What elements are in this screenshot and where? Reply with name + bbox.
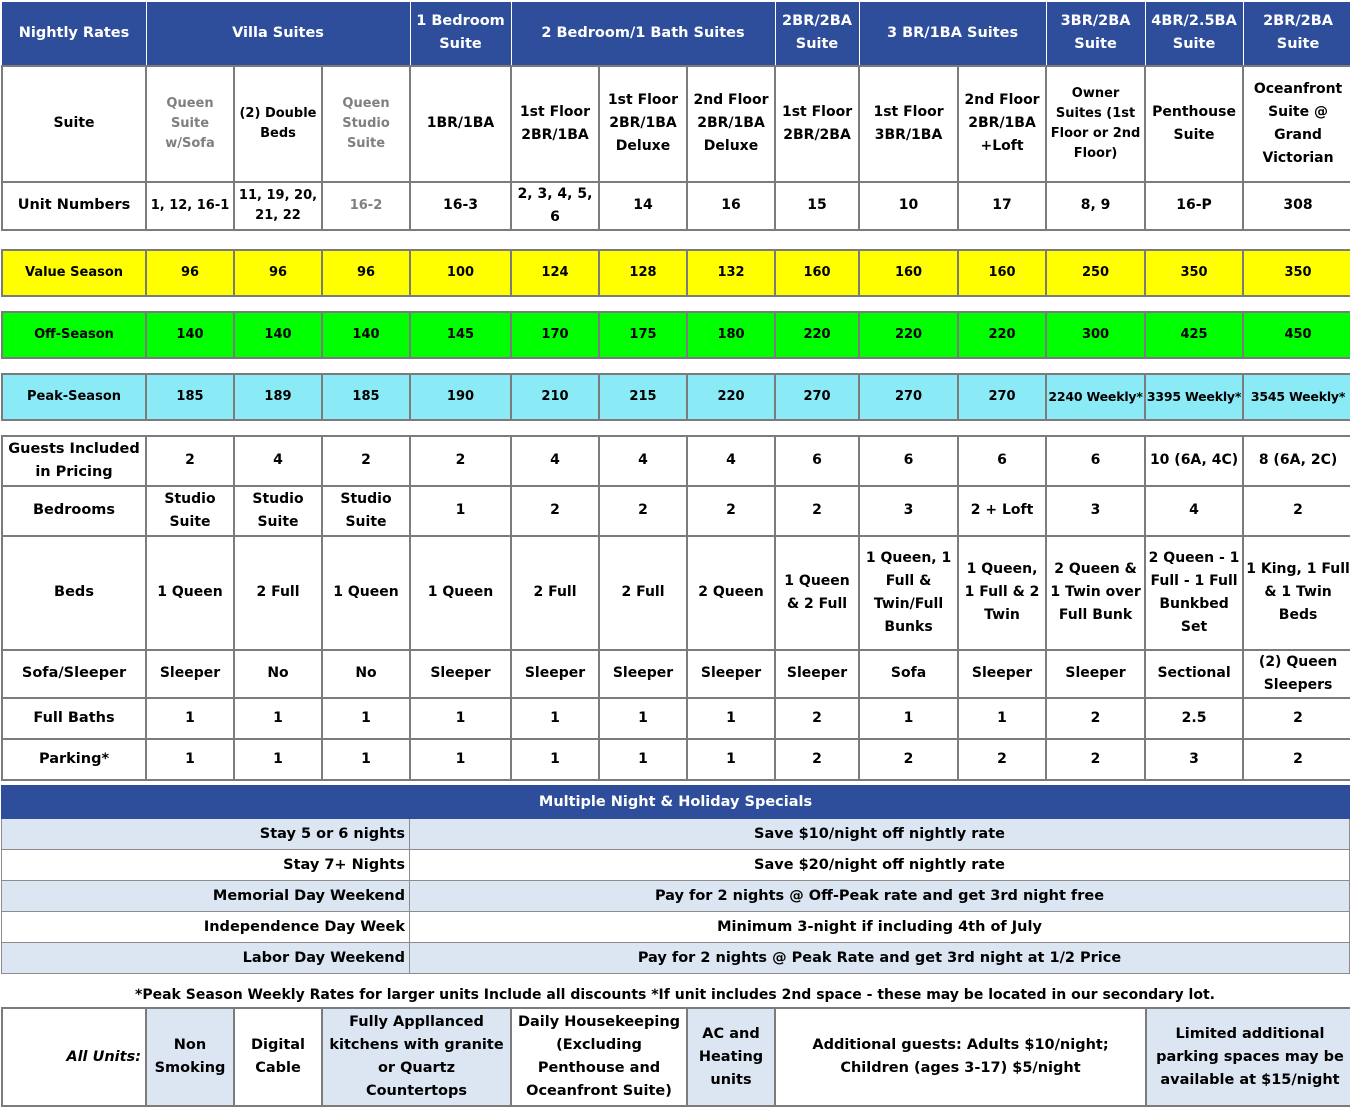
guests-cell: 6	[1046, 436, 1145, 486]
value-cell: 124	[511, 250, 599, 296]
baths-cell: 1	[859, 698, 958, 739]
baths-cell: 2	[775, 698, 859, 739]
guests-included-row	[2, 436, 1350, 486]
baths-cell: 2	[1243, 698, 1350, 739]
bedrooms-cell: 4	[1145, 486, 1243, 536]
guests-cell: 4	[234, 436, 322, 486]
peak-cell: 189	[234, 374, 322, 420]
baths-cell: 2	[1046, 698, 1145, 739]
spacer	[2, 230, 1350, 250]
baths-cell: 1	[322, 698, 410, 739]
units-cell: 2, 3, 4, 5, 6	[511, 182, 599, 230]
guests-cell: 8 (6A, 2C)	[1243, 436, 1350, 486]
guests-cell: 2	[146, 436, 234, 486]
sofa-cell: Sleeper	[775, 650, 859, 698]
guests-cell: 2	[410, 436, 511, 486]
value-cell: 350	[1243, 250, 1350, 296]
peak-label: Peak-Season	[2, 374, 146, 420]
beds-cell: 1 Queen	[410, 536, 511, 650]
header-4br-2-5ba: 4BR/2.5BA Suite	[1145, 2, 1243, 66]
parking-row	[2, 739, 1350, 780]
units-cell: 15	[775, 182, 859, 230]
units-label: Unit Numbers	[2, 182, 146, 230]
suite-label: Suite	[2, 66, 146, 182]
value-cell: 160	[859, 250, 958, 296]
sofa-cell: No	[322, 650, 410, 698]
header-2br-2ba-oceanfront: 2BR/2BA Suite	[1243, 2, 1350, 66]
header-nightly-rates: Nightly Rates	[2, 2, 146, 66]
peak-cell: 185	[322, 374, 410, 420]
amenity-additional-parking: Limited additional parking spaces may be available at $15/night	[1146, 1008, 1350, 1106]
special-detail: Pay for 2 nights @ Peak Rate and get 3rd night at 1/2 Price	[410, 943, 1350, 974]
spacer	[2, 358, 1350, 374]
baths-label: Full Baths	[2, 698, 146, 739]
special-detail: Minimum 3-night if including 4th of July	[410, 912, 1350, 943]
special-row	[2, 912, 1350, 943]
guests-cell: 6	[958, 436, 1046, 486]
parking-cell: 2	[775, 739, 859, 780]
unit-numbers-row	[2, 182, 1350, 230]
header-1-bedroom-suite: 1 Bedroom Suite	[410, 2, 511, 66]
special-row	[2, 943, 1350, 974]
off-cell: 450	[1243, 312, 1350, 358]
full-baths-row	[2, 698, 1350, 739]
amenity-non-smoking: Non Smoking	[146, 1008, 234, 1106]
off-cell: 140	[322, 312, 410, 358]
parking-cell: 1	[410, 739, 511, 780]
amenity-housekeeping: Daily Housekeeping (Excluding Penthouse and Oceanfront Suite)	[511, 1008, 687, 1106]
bedrooms-cell: 2	[775, 486, 859, 536]
header-villa-suites: Villa Suites	[146, 2, 410, 66]
beds-cell: 2 Full	[234, 536, 322, 650]
sofa-cell: Sleeper	[410, 650, 511, 698]
special-row	[2, 850, 1350, 881]
beds-cell: 1 Queen & 2 Full	[775, 536, 859, 650]
sofa-cell: Sectional	[1145, 650, 1243, 698]
suite-row	[2, 66, 1350, 182]
baths-cell: 1	[410, 698, 511, 739]
special-label: Independence Day Week	[2, 912, 410, 943]
peak-cell: 220	[687, 374, 775, 420]
units-cell: 10	[859, 182, 958, 230]
parking-cell: 2	[1243, 739, 1350, 780]
units-cell: 8, 9	[1046, 182, 1145, 230]
units-cell: 16-P	[1145, 182, 1243, 230]
guests-cell: 6	[775, 436, 859, 486]
parking-cell: 3	[1145, 739, 1243, 780]
units-cell: 14	[599, 182, 687, 230]
beds-cell: 2 Full	[511, 536, 599, 650]
guests-cell: 2	[322, 436, 410, 486]
value-cell: 100	[410, 250, 511, 296]
parking-cell: 1	[322, 739, 410, 780]
bedrooms-cell: Studio Suite	[234, 486, 322, 536]
peak-cell: 190	[410, 374, 511, 420]
peak-cell: 3395 Weekly*	[1145, 374, 1243, 420]
peak-season-row	[2, 374, 1350, 420]
special-label: Stay 5 or 6 nights	[2, 819, 410, 850]
amenity-kitchens: Fully Appllanced kitchens with granite or Quartz Countertops	[322, 1008, 511, 1106]
bedrooms-cell: 3	[859, 486, 958, 536]
beds-cell: 2 Queen - 1 Full - 1 Full Bunkbed Set	[1145, 536, 1243, 650]
off-cell: 425	[1145, 312, 1243, 358]
value-cell: 160	[775, 250, 859, 296]
peak-cell: 215	[599, 374, 687, 420]
bedrooms-cell: 2	[687, 486, 775, 536]
beds-row	[2, 536, 1350, 650]
value-cell: 250	[1046, 250, 1145, 296]
off-cell: 180	[687, 312, 775, 358]
special-detail: Save $10/night off nightly rate	[410, 819, 1350, 850]
amenity-digital-cable: Digital Cable	[234, 1008, 322, 1106]
parking-cell: 1	[511, 739, 599, 780]
footnote: *Peak Season Weekly Rates for larger units Include all discounts *If unit includes 2nd space - these may be located in our secondary lot.	[135, 987, 1215, 1003]
off-cell: 220	[958, 312, 1046, 358]
baths-cell: 1	[146, 698, 234, 739]
baths-cell: 1	[234, 698, 322, 739]
beds-cell: 1 Queen	[322, 536, 410, 650]
baths-cell: 1	[687, 698, 775, 739]
bedrooms-cell: Studio Suite	[322, 486, 410, 536]
sofa-cell: Sofa	[859, 650, 958, 698]
value-cell: 96	[146, 250, 234, 296]
off-cell: 145	[410, 312, 511, 358]
units-cell: 308	[1243, 182, 1350, 230]
sofa-cell: No	[234, 650, 322, 698]
off-cell: 170	[511, 312, 599, 358]
suite-cell: (2) Double Beds	[234, 66, 322, 182]
off-season-row	[2, 312, 1350, 358]
header-2br-2ba: 2BR/2BA Suite	[775, 2, 859, 66]
suite-cell: 2nd Floor 2BR/1BA Deluxe	[687, 66, 775, 182]
sofa-sleeper-row	[2, 650, 1350, 698]
sofa-cell: Sleeper	[687, 650, 775, 698]
value-cell: 132	[687, 250, 775, 296]
suite-cell: 1st Floor 2BR/1BA	[511, 66, 599, 182]
peak-cell: 185	[146, 374, 234, 420]
baths-cell: 1	[958, 698, 1046, 739]
value-label: Value Season	[2, 250, 146, 296]
beds-cell: 1 Queen, 1 Full & 2 Twin	[958, 536, 1046, 650]
special-detail: Save $20/night off nightly rate	[410, 850, 1350, 881]
parking-cell: 2	[859, 739, 958, 780]
rates-table	[1, 1, 1350, 781]
special-label: Labor Day Weekend	[2, 943, 410, 974]
off-cell: 140	[234, 312, 322, 358]
beds-cell: 2 Queen	[687, 536, 775, 650]
beds-label: Beds	[2, 536, 146, 650]
beds-cell: 2 Queen & 1 Twin over Full Bunk	[1046, 536, 1145, 650]
suite-cell: 1st Floor 2BR/1BA Deluxe	[599, 66, 687, 182]
off-cell: 220	[859, 312, 958, 358]
units-cell: 17	[958, 182, 1046, 230]
baths-cell: 2.5	[1145, 698, 1243, 739]
suite-cell: Oceanfront Suite @ Grand Victorian	[1243, 66, 1350, 182]
value-season-row	[2, 250, 1350, 296]
sofa-cell: Sleeper	[599, 650, 687, 698]
units-cell: 11, 19, 20, 21, 22	[234, 182, 322, 230]
value-cell: 350	[1145, 250, 1243, 296]
sofa-cell: (2) Queen Sleepers	[1243, 650, 1350, 698]
bedrooms-cell: Studio Suite	[146, 486, 234, 536]
parking-cell: 1	[599, 739, 687, 780]
bedrooms-cell: 1	[410, 486, 511, 536]
value-cell: 160	[958, 250, 1046, 296]
specials-title: Multiple Night & Holiday Specials	[2, 786, 1350, 819]
beds-cell: 2 Full	[599, 536, 687, 650]
all-units-label: All Units:	[2, 1008, 146, 1106]
bedrooms-row	[2, 486, 1350, 536]
parking-cell: 2	[958, 739, 1046, 780]
header-3br-2ba: 3BR/2BA Suite	[1046, 2, 1145, 66]
parking-cell: 2	[1046, 739, 1145, 780]
units-cell: 16-3	[410, 182, 511, 230]
all-units-row	[2, 1008, 1350, 1106]
baths-cell: 1	[599, 698, 687, 739]
all-units-table	[1, 1007, 1350, 1107]
special-label: Stay 7+ Nights	[2, 850, 410, 881]
sofa-cell: Sleeper	[958, 650, 1046, 698]
units-cell: 16-2	[322, 182, 410, 230]
special-label: Memorial Day Weekend	[2, 881, 410, 912]
suite-cell: Queen Studio Suite	[322, 66, 410, 182]
suite-cell: 1st Floor 3BR/1BA	[859, 66, 958, 182]
suite-cell: Owner Suites (1st Floor or 2nd Floor)	[1046, 66, 1145, 182]
parking-cell: 1	[234, 739, 322, 780]
parking-label: Parking*	[2, 739, 146, 780]
bedrooms-cell: 2	[1243, 486, 1350, 536]
spacer	[2, 296, 1350, 312]
suite-cell: Penthouse Suite	[1145, 66, 1243, 182]
bedrooms-cell: 2 + Loft	[958, 486, 1046, 536]
off-label: Off-Season	[2, 312, 146, 358]
peak-cell: 270	[859, 374, 958, 420]
suite-cell: 2nd Floor 2BR/1BA +Loft	[958, 66, 1046, 182]
baths-cell: 1	[511, 698, 599, 739]
sofa-cell: Sleeper	[511, 650, 599, 698]
special-row	[2, 819, 1350, 850]
special-row	[2, 881, 1350, 912]
off-cell: 220	[775, 312, 859, 358]
sofa-cell: Sleeper	[1046, 650, 1145, 698]
bedrooms-cell: 2	[599, 486, 687, 536]
suite-cell: Queen Suite w/Sofa	[146, 66, 234, 182]
guests-cell: 6	[859, 436, 958, 486]
units-cell: 16	[687, 182, 775, 230]
peak-cell: 2240 Weekly*	[1046, 374, 1145, 420]
guests-cell: 4	[511, 436, 599, 486]
off-cell: 140	[146, 312, 234, 358]
parking-cell: 1	[687, 739, 775, 780]
beds-cell: 1 Queen, 1 Full & Twin/Full Bunks	[859, 536, 958, 650]
guests-cell: 10 (6A, 4C)	[1145, 436, 1243, 486]
header-3br-1ba: 3 BR/1BA Suites	[859, 2, 1046, 66]
amenity-ac-heating: AC and Heating units	[687, 1008, 775, 1106]
peak-cell: 210	[511, 374, 599, 420]
suite-cell: 1st Floor 2BR/2BA	[775, 66, 859, 182]
value-cell: 96	[322, 250, 410, 296]
amenity-additional-guests: Additional guests: Adults $10/night; Children (ages 3-17) $5/night	[775, 1008, 1146, 1106]
header-row	[2, 2, 1350, 66]
spacer	[2, 420, 1350, 436]
peak-cell: 270	[775, 374, 859, 420]
header-2-bedroom-1-bath: 2 Bedroom/1 Bath Suites	[511, 2, 775, 66]
guests-cell: 4	[599, 436, 687, 486]
bedrooms-label: Bedrooms	[2, 486, 146, 536]
guests-label: Guests Included in Pricing	[2, 436, 146, 486]
bedrooms-cell: 2	[511, 486, 599, 536]
parking-cell: 1	[146, 739, 234, 780]
peak-cell: 270	[958, 374, 1046, 420]
suite-cell: 1BR/1BA	[410, 66, 511, 182]
value-cell: 96	[234, 250, 322, 296]
beds-cell: 1 Queen	[146, 536, 234, 650]
bedrooms-cell: 3	[1046, 486, 1145, 536]
beds-cell: 1 King, 1 Full & 1 Twin Beds	[1243, 536, 1350, 650]
units-cell: 1, 12, 16-1	[146, 182, 234, 230]
peak-cell: 3545 Weekly*	[1243, 374, 1350, 420]
specials-table	[1, 785, 1350, 974]
off-cell: 175	[599, 312, 687, 358]
value-cell: 128	[599, 250, 687, 296]
off-cell: 300	[1046, 312, 1145, 358]
sofa-label: Sofa/Sleeper	[2, 650, 146, 698]
sofa-cell: Sleeper	[146, 650, 234, 698]
guests-cell: 4	[687, 436, 775, 486]
special-detail: Pay for 2 nights @ Off-Peak rate and get 3rd night free	[410, 881, 1350, 912]
